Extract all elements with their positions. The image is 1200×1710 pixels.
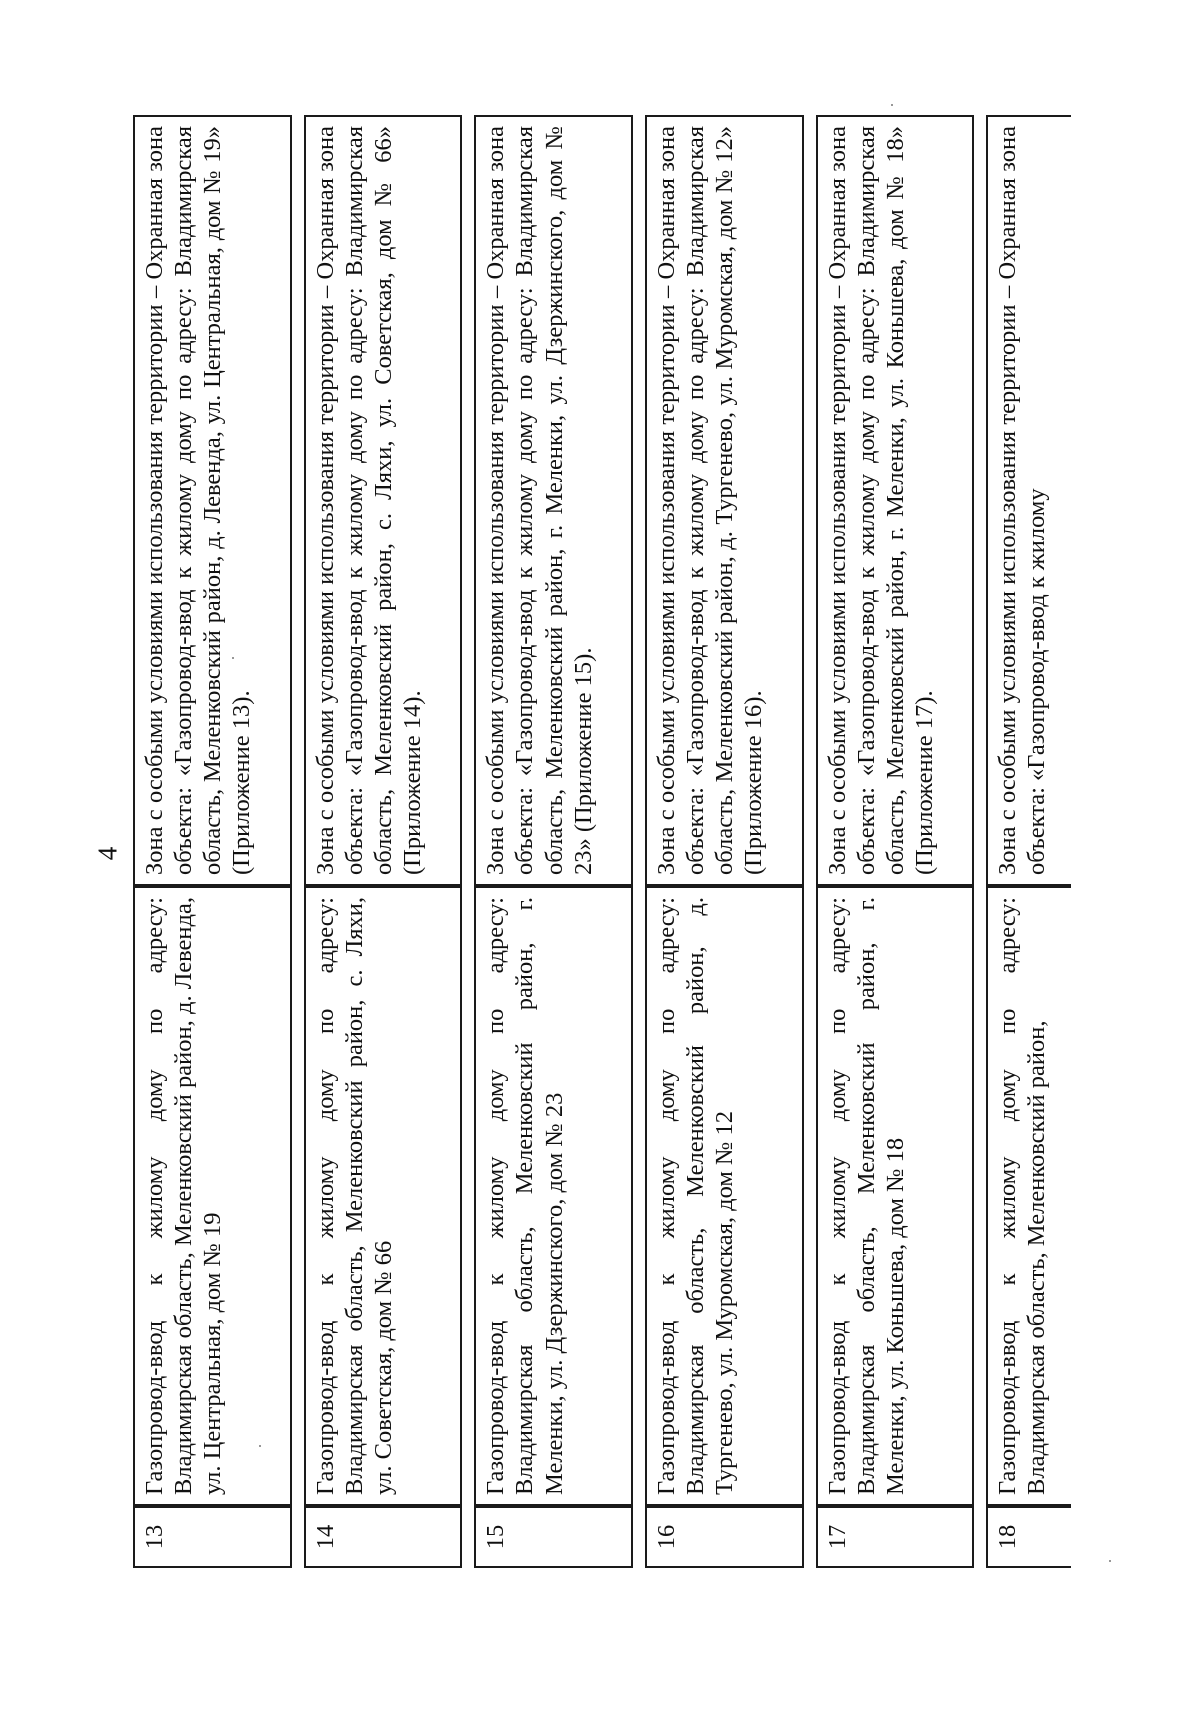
row-number: 18 [986,1506,1071,1568]
scan-speck [891,104,893,106]
table-row [816,115,975,1568]
row-gap [974,115,986,1568]
table-row [133,115,292,1568]
row-number: 16 [645,1506,804,1568]
zone-description: Зона с особыми условиями использования территории – Охранная зона объекта: «Газопровод-ввод к жилому дому по адресу: Владимирская область, Меленковский район, г. Меленки, ул. Дзержинского, дом № 23» (Приложение 15). [474,115,633,886]
zone-description: Зона с особыми условиями использования территории – Охранная зона объекта: «Газопровод-ввод к жилому дому по адресу: Владимирская область, Меленковский район, г. Меленки, ул. Коньшева, дом № 18» (Приложение 17). [816,115,975,886]
object-name: Газопровод-ввод к жилому дому по адресу: Владимирская область, Меленковский район, [986,886,1071,1506]
scan-speck [1109,1560,1111,1562]
object-name: Газопровод-ввод к жилому дому по адресу: Владимирская область, Меленковский район, г. Меленки, ул. Дзержинского, дом № 23 [474,886,633,1506]
row-gap [633,115,645,1568]
table-row [304,115,463,1568]
table-row [645,115,804,1568]
rotated-page [133,115,1071,1568]
row-number: 13 [133,1506,292,1568]
row-gap [292,115,304,1568]
object-name: Газопровод-ввод к жилому дому по адресу: Владимирская область, Меленковский район, д. Тургенево, ул. Муромская, дом № 12 [645,886,804,1506]
zone-description: Зона с особыми условиями использования территории – Охранная зона объекта: «Газопровод-ввод к жилому [986,115,1071,886]
zone-description: Зона с особыми условиями использования территории – Охранная зона объекта: «Газопровод-ввод к жилому дому по адресу: Владимирская область, Меленковский район, д. Тургенево, ул. Муромская, дом № 12» (Приложение 16). [645,115,804,886]
row-gap [462,115,474,1568]
zone-description: Зона с особыми условиями использования территории – Охранная зона объекта: «Газопровод-ввод к жилому дому по адресу: Владимирская область, Меленковский район, д. Левенда, ул. Центральная, дом № 19» (Приложение 13). [133,115,292,886]
table-row [474,115,633,1568]
row-number: 14 [304,1506,463,1568]
document-table [133,115,1071,1568]
row-gap [804,115,816,1568]
row-number: 17 [816,1506,975,1568]
row-number: 15 [474,1506,633,1568]
object-name: Газопровод-ввод к жилому дому по адресу: Владимирская область, Меленковский район, г. Меленки, ул. Коньшева, дом № 18 [816,886,975,1506]
object-name: Газопровод-ввод к жилому дому по адресу: Владимирская область, Меленковский район, с. Ляхи, ул. Советская, дом № 66 [304,886,463,1506]
page-number: 4 [92,846,123,861]
object-name: Газопровод-ввод к жилому дому по адресу: Владимирская область, Меленковский район, д. Левенда, ул. Центральная, дом № 19 [133,886,292,1506]
zone-description: Зона с особыми условиями использования территории – Охранная зона объекта: «Газопровод-ввод к жилому дому по адресу: Владимирская область, Меленковский район, с. Ляхи, ул. Советская, дом № 66» (Приложение 14). [304,115,463,886]
table-row [986,115,1071,1568]
